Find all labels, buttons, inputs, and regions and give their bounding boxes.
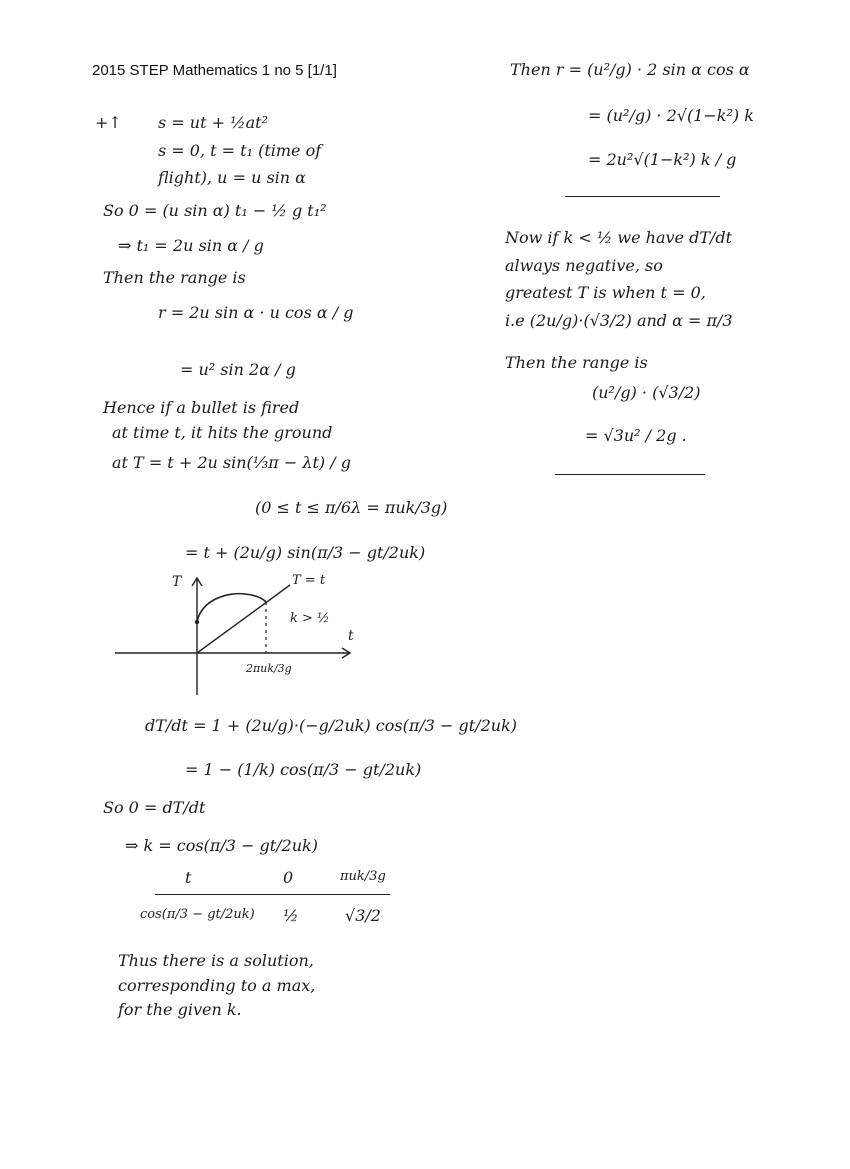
time-of-flight: ⇒ t₁ = 2u sin α / g	[118, 236, 264, 255]
table-value-half: ½	[283, 906, 299, 925]
derivative-line-1: dT/dt = 1 + (2u/g)·(−g/2uk) cos(π/3 − gt/2uk)	[145, 716, 517, 735]
right-range-line-1: Then r = (u²/g) · 2 sin α cos α	[510, 60, 750, 79]
graph-t-label: t	[348, 628, 354, 644]
table-value-root3-over-2: √3/2	[345, 906, 381, 925]
right-range-value: (u²/g) · (√3/2)	[592, 383, 701, 402]
suvat-equation: s = ut + ½at²	[158, 113, 268, 132]
conclusion-line-3: for the given k.	[118, 1000, 242, 1019]
right-case-line-4: i.e (2u/g)·(√3/2) and α = π/3	[505, 311, 733, 330]
table-row-label: cos(π/3 − gt/2uk)	[140, 907, 255, 922]
condition-line-2: flight), u = u sin α	[158, 168, 306, 187]
table-header-max: πuk/3g	[340, 869, 386, 884]
conclusion-line-1: Thus there is a solution,	[118, 951, 314, 970]
table-header-t: t	[185, 868, 192, 887]
right-rule-1	[565, 196, 720, 197]
landing-time: at T = t + 2u sin(⅓π − λt) / g	[112, 453, 351, 472]
derivative-line-2: = 1 − (1/k) cos(π/3 − gt/2uk)	[185, 760, 422, 779]
bullet-line-2: at time t, it hits the ground	[112, 423, 333, 442]
table-header-zero: 0	[283, 868, 294, 887]
flight-equation: So 0 = (u sin α) t₁ − ½ g t₁²	[103, 201, 327, 220]
right-range-line-2: = (u²/g) · 2√(1−k²) k	[588, 106, 754, 125]
landing-time-rewritten: = t + (2u/g) sin(π/3 − gt/2uk)	[185, 543, 426, 562]
graph-tick-label: 2πuk/3g	[246, 662, 292, 675]
table-rule	[155, 894, 390, 895]
graph-condition-label: k > ½	[290, 611, 330, 626]
right-range-final: = √3u² / 2g .	[585, 426, 687, 445]
graph-T-label: T	[172, 574, 182, 590]
range-simplified: = u² sin 2α / g	[180, 360, 296, 379]
conclusion-line-2: corresponding to a max,	[118, 976, 316, 995]
range-intro: Then the range is	[103, 268, 246, 287]
up-positive-arrow: +↑	[95, 113, 122, 132]
time-domain: (0 ≤ t ≤ π/6λ = πuk/3g)	[255, 498, 448, 517]
line-T-equals-t	[197, 585, 290, 653]
sketch-graph	[110, 570, 370, 700]
right-case-line-3: greatest T is when t = 0,	[505, 283, 706, 302]
k-equation: ⇒ k = cos(π/3 − gt/2uk)	[125, 836, 318, 855]
right-rule-2	[555, 474, 705, 475]
curve-start-point	[195, 620, 199, 624]
right-case-line-2: always negative, so	[505, 256, 663, 275]
condition-line-1: s = 0, t = t₁ (time of	[158, 141, 322, 160]
graph-line-label: T = t	[292, 573, 326, 588]
range-expression: r = 2u sin α · u cos α / g	[158, 303, 354, 322]
bullet-line-1: Hence if a bullet is fired	[103, 398, 300, 417]
page-header: 2015 STEP Mathematics 1 no 5 [1/1]	[92, 62, 337, 79]
right-range-line-3: = 2u²√(1−k²) k / g	[588, 150, 737, 169]
right-case-line-1: Now if k < ½ we have dT/dt	[505, 228, 733, 247]
curve-T-of-t	[197, 594, 266, 622]
stationary-condition: So 0 = dT/dt	[103, 798, 206, 817]
right-range-intro: Then the range is	[505, 353, 648, 372]
